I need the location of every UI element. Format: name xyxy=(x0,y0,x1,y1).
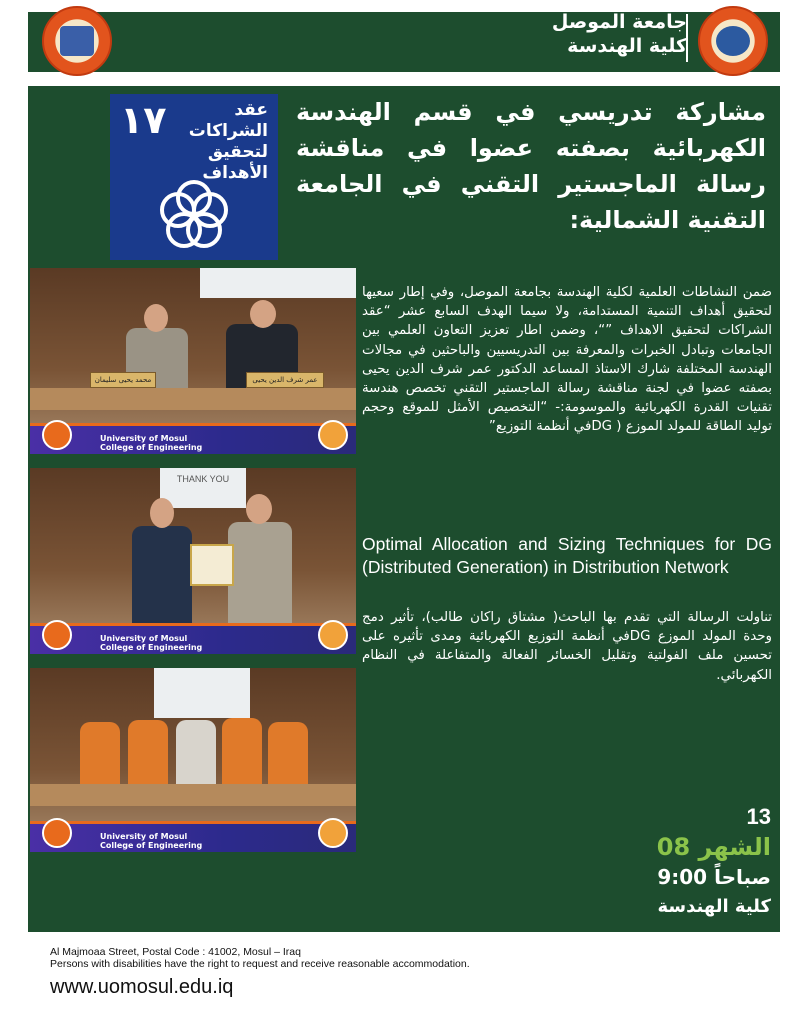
footer-accessibility-notice: Persons with disabilities have the right to request and receive reasonable accommodation. xyxy=(50,958,470,970)
event-details xyxy=(657,802,771,922)
photo-footer-line2: College of Engineering xyxy=(100,443,203,452)
thesis-english-title: Optimal Allocation and Sizing Techniques for DG (Distributed Generation) in Distribution Network xyxy=(362,534,772,577)
website-link[interactable]: www.uomosul.edu.iq xyxy=(50,976,234,998)
college-badge-icon xyxy=(318,420,348,450)
body-paragraph-2: تناولت الرسالة التي تقدم بها الباحث( مشتاق راكان طالب)، تأثير دمج وحدة المولد الموزع DGفي أنظمة التوزيع الكهربائية ومدى تأثيره على تحسين ملف الفولتية وتقليل الخسائر الفعالة والمتفاعلة في النظام الكهربائي. xyxy=(362,610,772,683)
college-name: كلية الهندسة xyxy=(567,35,687,57)
sdg-number: ١٧ xyxy=(120,98,167,142)
photo-footer-line1: University of Mosul xyxy=(100,832,188,841)
college-logo-icon xyxy=(698,6,768,76)
university-badge-icon xyxy=(42,420,72,450)
photo-footer xyxy=(30,423,356,454)
sdg-label: عقد الشراكات لتحقيق الأهداف xyxy=(188,100,268,183)
photo-footer xyxy=(30,623,356,654)
header-title xyxy=(552,10,699,58)
photo-footer-line1: University of Mosul xyxy=(100,434,188,443)
university-badge-icon xyxy=(42,620,72,650)
news-headline: مشاركة تدريسي في قسم الهندسة الكهربائية بصفته عضوا في مناقشة رسالة الماجستير التقني في الجامعة التقنية الشمالية: xyxy=(296,98,766,234)
college-badge-icon xyxy=(318,818,348,848)
nameplate-left: محمد يحيى سليمان xyxy=(94,376,152,384)
photo-footer-line1: University of Mosul xyxy=(100,634,188,643)
photo-panel-committee xyxy=(30,668,356,852)
screen-text: THANK YOU xyxy=(176,474,230,484)
event-place: كلية الهندسة xyxy=(657,896,771,917)
page-footer xyxy=(50,946,470,999)
sdg-17-tile xyxy=(110,94,278,260)
university-badge-icon xyxy=(42,818,72,848)
certificate xyxy=(190,544,234,586)
footer-address: Al Majmoaa Street, Postal Code : 41002, Mosul – Iraq xyxy=(50,946,301,958)
sdg-partnership-icon xyxy=(154,176,234,256)
college-badge-icon xyxy=(318,620,348,650)
event-time: 9:00 صباحاً xyxy=(657,865,771,889)
body-paragraph-1: ضمن النشاطات العلمية لكلية الهندسة بجامعة الموصل، وفي إطار سعيها لتحقيق أهداف التنمية المستدامة، ولا سيما الهدف السابع عشر “عقد الشراكات لتحقيق الاهداف ”“، وضمن اطار تعزيز التعاون العلمي بين الجامعات وتبادل الخبرات والمعرفة بين التدريسيين والباحثين في مجالات الهندسة المختلفة شارك الاستاذ المساعد الدكتور عمر شرف الدين يحيى بصفته عضوا في لجنة مناقشة رسالة الماجستير التقني تخصص هندسة تقنيات القدرة الكهربائية والموسومة:- “التخصيص الأمثل للموقع وحجم توليد الطاقة للمولد الموزع ( DGفي أنظمة التوزيع” xyxy=(362,285,772,435)
photo-footer xyxy=(30,821,356,852)
photo-footer-line2: College of Engineering xyxy=(100,841,203,850)
nameplate-right: عمر شرف الدين يحيى xyxy=(252,376,318,384)
photo-footer-line2: College of Engineering xyxy=(100,643,203,652)
university-logo-icon xyxy=(42,6,112,76)
event-month: الشهر 08 xyxy=(656,833,771,861)
photo-panel-certificate xyxy=(30,468,356,654)
photo-panel-seated xyxy=(30,268,356,454)
university-name: جامعة الموصل xyxy=(551,11,687,33)
event-day: 13 xyxy=(746,804,771,829)
